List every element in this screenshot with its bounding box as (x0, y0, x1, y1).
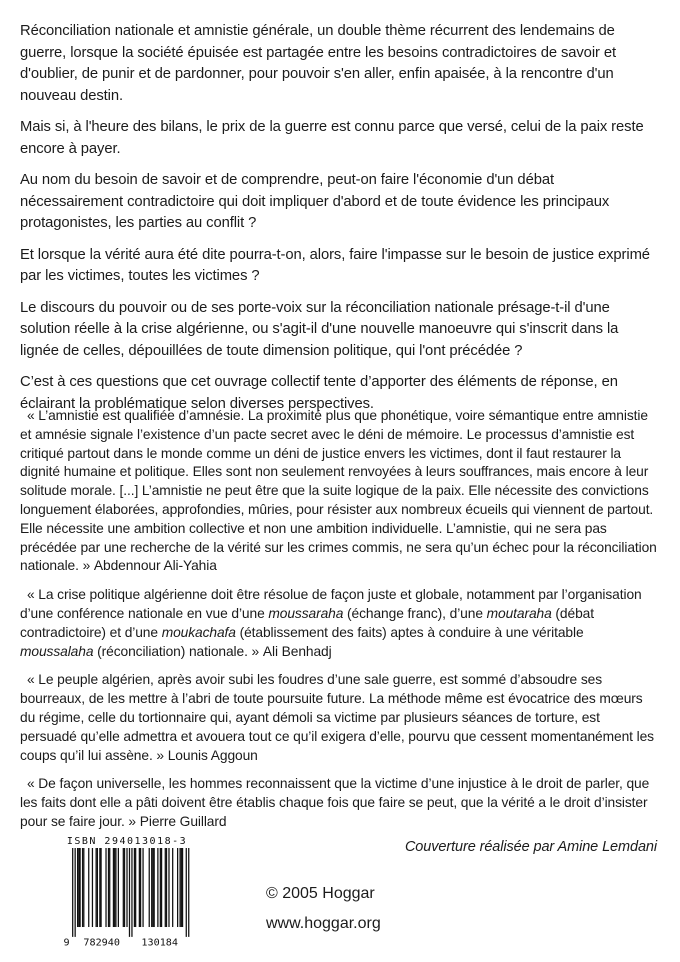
quote-paragraph (20, 407, 659, 576)
isbn-label: ISBN 294013018-3 (66, 836, 188, 847)
ean-first-digit: 9 (63, 937, 70, 948)
isbn-barcode-block (62, 836, 192, 948)
website-url: www.hoggar.org (266, 915, 381, 932)
synopsis-section (20, 21, 661, 425)
ean13-barcode-icon (62, 848, 192, 948)
quote-text: « La crise politique algérienne doit être résolue de façon juste et globale, notamment par l’organisation d’une conférence nationale en vue d’une moussaraha (échange franc), d’une moutaraha (débat contradictoire) et d’une moukachafa (établissement des faits) aptes à conduire à une véritable moussalaha (réconciliation) nationale. » (20, 587, 642, 659)
quote-attribution: Ali Benhadj (262, 643, 332, 659)
quote-attribution: Lounis Aggoun (167, 747, 258, 763)
synopsis-paragraph: C’est à ces questions que cet ouvrage collectif tente d’apporter des éléments de réponse, en éclairant la problématique selon diverses perspectives. (20, 374, 618, 412)
synopsis-paragraph: Au nom du besoin de savoir et de comprendre, peut-on faire l'économie d'un débat nécessairement contradictoire qui doit impliquer d'abord et de toute évidence les principaux protagonistes, les parties au conflit ? (20, 172, 610, 231)
quote-paragraph (20, 671, 659, 765)
cover-credit: Couverture réalisée par Amine Lemdani (404, 839, 657, 855)
quote-attribution: Pierre Guillard (139, 813, 227, 829)
quotes-section (20, 407, 659, 842)
ean-right-group: 130184 (141, 937, 178, 948)
synopsis-paragraph: Le discours du pouvoir ou de ses porte-voix sur la réconciliation nationale présage-t-il d'une solution réelle à la crise algérienne, ou s'agit-il d'une nouvelle manoeuvre qui s'inscrit dans la lignée de celles, dépouillées de toute dimension politique, qui l'ont précédée ? (20, 299, 619, 359)
quote-text: « Le peuple algérien, après avoir subi les foudres d’une sale guerre, est sommé d’absoudre ses bourreaux, de les mettre à l’abri de toute poursuite future. La méthode même est évocatrice des mœurs du régime, celle du tortionnaire qui, ayant démoli sa victime par plusieurs séances de torture, est persuadé qu’elle admettra et avouera tout ce qu’il exigera d’elle, pourvu que cessent momentanément les coups qu’il lui assène. » (20, 672, 654, 763)
ean-left-group: 782940 (83, 937, 120, 948)
quote-attribution: Abdennour Ali-Yahia (93, 558, 217, 574)
quote-text: « De façon universelle, les hommes reconnaissent que la victime d’une injustice à le droit de parler, que les faits dont elle a pâti doivent être établis chaque fois que faire se peut, que la vérité a le droit d’insister pour se faire jour. » (20, 776, 650, 829)
synopsis-paragraph: Et lorsque la vérité aura été dite pourra-t-on, alors, faire l'impasse sur le besoin de justice exprimé par les victimes, toutes les victimes ? (20, 246, 650, 284)
synopsis-paragraph: Mais si, à l'heure des bilans, le prix de la guerre est connu parce que versé, celui de la paix reste encore à payer. (20, 119, 644, 157)
quote-paragraph (20, 586, 659, 661)
footer-section (20, 835, 659, 957)
synopsis-paragraph: Réconciliation nationale et amnistie générale, un double thème récurrent des lendemains de guerre, lorsque la société épuisée est partagée entre les besoins contradictoires de savoir et d'oublier, de punir et de pardonner, pour pouvoir s'en aller, enfin apaisée, à la rencontre d'un nouveau destin. (20, 23, 616, 104)
quote-paragraph (20, 775, 659, 831)
quote-text: « L’amnistie est qualifiée d’amnésie. La proximité plus que phonétique, voire sémantique entre amnistie et amnésie signale l’existence d’un pacte secret avec le déni de mémoire. Le processus d’amnistie est critiqué partout dans le monde comme un déni de justice envers les victimes, dont il faut restaurer la dignité humaine et politique. Elles sont non seulement renvoyées à leurs souffrances, mais encore à leur solitude morale. [...] L’amnistie ne peut être que la suite logique de la paix. Elle nécessite des convictions longuement élaborées, approfondies, mûries, pour résister aux nombreux écueils qui viennent de partout. Elle nécessite une ambition collective et non une ambition individuelle. L’amnistie, qui ne sera pas précédée par une recherche de la vérité sur les crimes commis, ne sera qu’un échec pour la réconciliation nationale. » (20, 408, 657, 574)
copyright-line: © 2005 Hoggar (266, 885, 375, 902)
